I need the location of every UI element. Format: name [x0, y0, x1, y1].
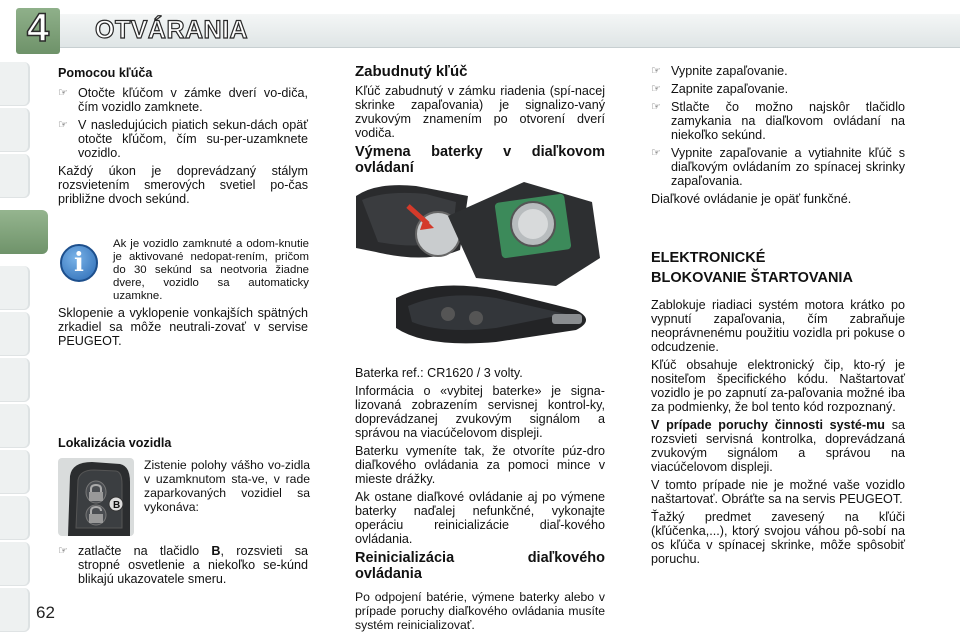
side-tab[interactable] — [0, 404, 30, 448]
remote-control-image — [58, 458, 134, 536]
paragraph: Ak ostane diaľkové ovládanie aj po výmene baterky naďalej nefunkčné, vykonajte operáciu reinicializácie diaľ-kového ovládania. — [355, 490, 605, 546]
side-tab[interactable] — [0, 154, 30, 198]
side-tab[interactable] — [0, 496, 30, 540]
paragraph: Informácia o «vybitej baterke» je signa-lizovaná zobrazením servisnej kontrol-ky, doprevádzanej zvukovým signálom a správou na viacúčelovom displeji. — [355, 384, 605, 440]
paragraph: Diaľkové ovládanie je opäť funkčné. — [651, 192, 852, 206]
list-item: ☞ Otočte kľúčom v zámke dverí vo-diča, čím vozidlo zamknete. — [58, 86, 308, 114]
pointing-hand-icon: ☞ — [651, 147, 661, 159]
column-right — [651, 64, 905, 210]
info-note: Ak je vozidlo zamknuté a odom-knutie je aktivované nedopat-rením, pričom do 30 sekúnd sa neotvoria žiadne dvere, vozidlo sa automaticky uzamkne. — [113, 238, 309, 302]
paragraph: Po odpojení batérie, výmene baterky alebo v prípade poruchy diaľkového ovládania musíte systém reinicializovať. — [355, 590, 605, 632]
list-item: ☞ zatlačte na tlačidlo B, rozsvieti sa stropné osvetlenie a niekoľko se-kúnd blikajú ukazovatele smeru. — [58, 544, 308, 586]
list-item: ☞ Zapnite zapaľovanie. — [651, 82, 789, 96]
paragraph: Kľúč zabudnutý v zámku riadenia (spí-nacej skrinke zapaľovania) je signalizo-vaný zvukovým znamením po otvorení dverí vodiča. — [355, 84, 605, 140]
side-tab-active[interactable] — [0, 210, 48, 254]
pointing-hand-icon: ☞ — [58, 87, 68, 99]
list-item: ☞ Vypnite zapaľovanie a vytiahnite kľúč s diaľkovým ovládaním zo spínacej skrinky zapaľovania. — [651, 146, 905, 188]
page-number: 62 — [36, 603, 55, 622]
paragraph: Každý úkon je doprevádzaný stálym rozsvietením smerových svetiel po-čas približne dvoch sekúnd. — [58, 164, 308, 206]
column-middle-lower — [355, 366, 605, 636]
list-item: ☞ Vypnite zapaľovanie. — [651, 64, 788, 78]
paragraph: Sklopenie a vyklopenie vonkajších spätných zrkadiel sa môže neutrali-zovať v servise PEUGEOT. — [58, 306, 308, 348]
side-tab[interactable] — [0, 62, 30, 106]
pointing-hand-icon: ☞ — [58, 545, 68, 557]
list-item: ☞ V nasledujúcich piatich sekun-dách opäť otočte kľúčom, čím su-per-uzamknete vozidlo. — [58, 118, 308, 160]
side-tab[interactable] — [0, 266, 30, 310]
side-tab[interactable] — [0, 542, 30, 586]
pointing-hand-icon: ☞ — [651, 65, 661, 77]
section-heading: Pomocou kľúča — [58, 66, 153, 80]
column-middle — [355, 64, 605, 180]
locate-text: Zistenie polohy vášho vo-zidla v uzamknutom sta-ve, v rade zaparkovaných vozidiel sa vykonáva: — [144, 458, 310, 514]
paragraph: V prípade poruchy činnosti systé-mu sa rozsvieti servisná kontrolka, doprevádzaná zvukovým signálom a správou na viacúčelovom displeji. — [651, 418, 905, 474]
section-heading: Výmena baterky v diaľkovom ovládaní — [355, 144, 605, 176]
paragraph: Baterku vymeníte tak, že otvoríte púz-dro diaľkového ovládania za pomoci mince v mieste drážky. — [355, 444, 605, 486]
paragraph: Kľúč obsahuje elektronický čip, kto-rý je nositeľom špecifického kódu. Naštartovať vozidlo je po zapnutí za-paľovania možné iba za podmienky, že bol tento kód rozpoznaný. — [651, 358, 905, 414]
paragraph: V tomto prípade nie je možné vaše vozidlo naštartovať. Obráťte sa na servis PEUGEOT. — [651, 478, 905, 506]
column-left — [58, 66, 308, 210]
key-battery-image — [356, 178, 606, 348]
section-heading: ELEKTRONICKÉ — [651, 250, 766, 266]
svg-text:B: B — [113, 500, 121, 511]
paragraph: Zablokuje riadiaci systém motora krátko po vypnutí zapaľovania, čím zabraňuje neoprávnenému použitiu vozidla pri pokuse o odcudzenie. — [651, 298, 905, 354]
paragraph: Ťažký predmet zavesený na kľúči (kľúčenka,...), ktorý svojou váhou pô-sobí na os kľúča v spínacej skrinke, môže spôsobiť poruchu. — [651, 510, 905, 566]
column-left-lower — [58, 306, 308, 352]
list-item: ☞ Stlačte čo možno najskôr tlačidlo zamykania na diaľkovom ovládaní na niekoľko sekúnd. — [651, 100, 905, 142]
paragraph: Baterka ref.: CR1620 / 3 volty. — [355, 366, 523, 380]
side-tab[interactable] — [0, 108, 30, 152]
pointing-hand-icon: ☞ — [651, 101, 661, 113]
immobiliser-section — [651, 250, 905, 570]
side-tab[interactable] — [0, 450, 30, 494]
section-heading: BLOKOVANIE ŠTARTOVANIA — [651, 270, 853, 286]
page-header — [0, 0, 960, 60]
locate-bullet — [58, 544, 308, 590]
side-tab[interactable] — [0, 358, 30, 402]
section-heading: Zabudnutý kľúč — [355, 63, 468, 80]
pointing-hand-icon: ☞ — [651, 83, 661, 95]
section-heading: Lokalizácia vozidla — [58, 436, 172, 450]
pointing-hand-icon: ☞ — [58, 119, 68, 131]
side-tab[interactable] — [0, 588, 30, 632]
section-heading: Reinicializácia diaľkového ovládania — [355, 550, 605, 582]
info-icon: i — [60, 244, 98, 282]
chapter-title: OTVÁRANIA — [95, 16, 249, 44]
side-tab[interactable] — [0, 312, 30, 356]
chapter-number: 4 — [26, 6, 50, 50]
locate-section — [58, 436, 308, 454]
